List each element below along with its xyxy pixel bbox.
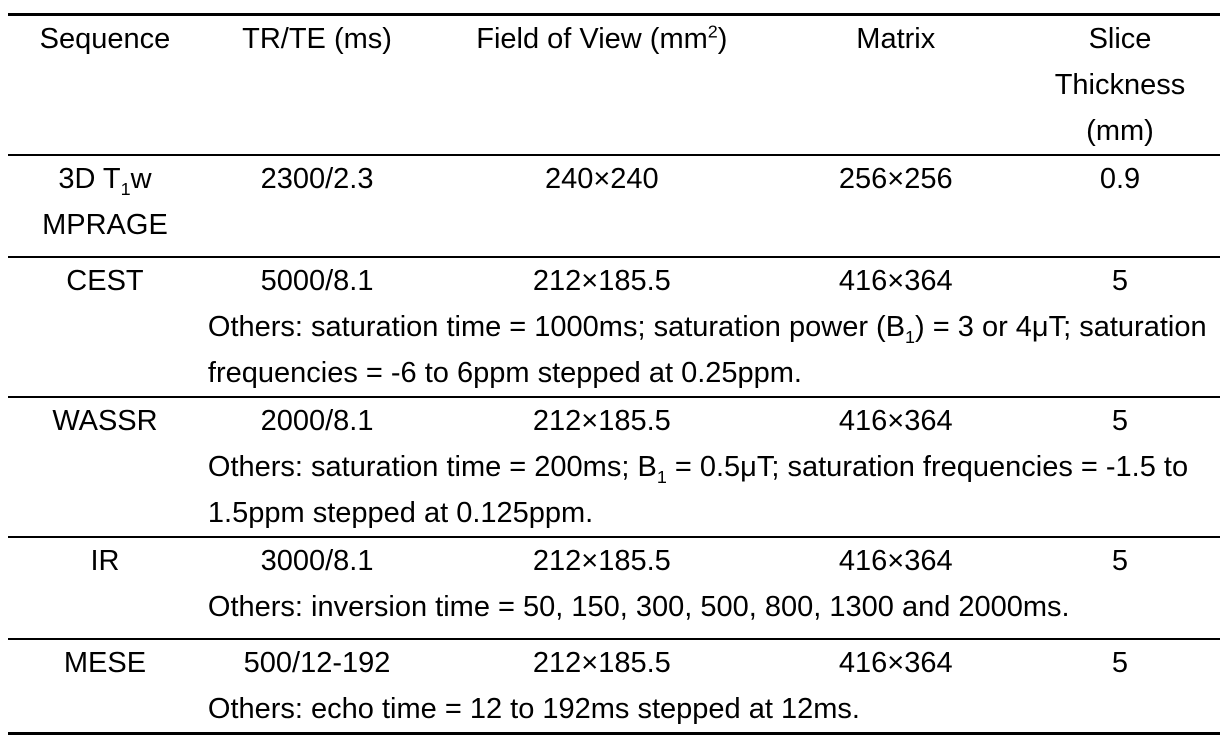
others-row: [8, 304, 1220, 397]
cell-slice-thickness: 5: [1111, 405, 1129, 437]
cell-sequence: 3D $T_1w$ MPRAGE: [42, 163, 168, 241]
cell-tr-te: 2000/8.1: [260, 405, 374, 437]
table-header: [8, 15, 1220, 156]
sequence-parameters-table: [8, 13, 1220, 735]
others-row: [8, 444, 1220, 537]
header-row: [8, 15, 1220, 156]
column-header-sequence: Sequence: [39, 23, 171, 55]
cell-matrix: 416×364: [838, 405, 953, 437]
cell-matrix: 416×364: [838, 647, 953, 679]
cell-field-of-view: 212×185.5: [532, 265, 671, 297]
cell-others: Others: saturation time = 1000ms; saturation power $(B_1) = 3$ or 4μT; saturation frequencies = -6 to 6ppm stepped at 0.25ppm.: [207, 311, 1207, 389]
cell-tr-te: 500/12-192: [243, 647, 391, 679]
row-group-cest: [8, 257, 1220, 397]
cell-matrix: 416×364: [838, 265, 953, 297]
cell-field-of-view: 212×185.5: [532, 647, 671, 679]
row-group-wassr: [8, 397, 1220, 537]
cell-others: Others: saturation time = 200ms; $B_1 = 0.5\mu T$; saturation frequencies = -1.5 to 1.5ppm stepped at 0.125ppm.: [207, 451, 1189, 529]
cell-empty: [8, 686, 202, 734]
table-row: [8, 155, 1220, 257]
cell-sequence: CEST: [66, 265, 144, 297]
column-header-matrix: Matrix: [856, 23, 936, 55]
cell-slice-thickness: 5: [1111, 647, 1129, 679]
cell-sequence: IR: [90, 545, 120, 577]
others-row: [8, 686, 1220, 734]
cell-others: Others: inversion time = 50, 150, 300, 500, 800, 1300 and 2000ms.: [207, 591, 1070, 623]
cell-slice-thickness: 5: [1111, 265, 1129, 297]
cell-field-of-view: 212×185.5: [532, 405, 671, 437]
cell-tr-te: 5000/8.1: [260, 265, 374, 297]
cell-others: Others: echo time = 12 to 192ms stepped at 12ms.: [207, 693, 860, 725]
cell-field-of-view: 212×185.5: [532, 545, 671, 577]
cell-tr-te: 3000/8.1: [260, 545, 374, 577]
cell-matrix: 256×256: [838, 163, 953, 195]
others-row: [8, 584, 1220, 639]
row-group-mese: [8, 639, 1220, 734]
cell-tr-te: 2300/2.3: [260, 163, 374, 195]
column-header-slice-thickness: Slice Thickness (mm): [1054, 23, 1186, 147]
cell-slice-thickness: 0.9: [1099, 163, 1141, 195]
cell-field-of-view: 240×240: [544, 163, 659, 195]
table-row: [8, 537, 1220, 584]
table-row: [8, 397, 1220, 444]
row-group-mprage: [8, 155, 1220, 257]
cell-slice-thickness: 5: [1111, 545, 1129, 577]
table-row: [8, 639, 1220, 686]
cell-empty: [8, 304, 202, 397]
column-header-tr-te: TR/TE (ms): [242, 23, 392, 55]
cell-sequence: WASSR: [52, 405, 158, 437]
cell-empty: [8, 584, 202, 639]
cell-sequence: MESE: [63, 647, 147, 679]
table-row: [8, 257, 1220, 304]
cell-matrix: 416×364: [838, 545, 953, 577]
row-group-ir: [8, 537, 1220, 639]
cell-empty: [8, 444, 202, 537]
column-header-field-of-view: Field of View $(mm^2)$: [476, 21, 728, 55]
